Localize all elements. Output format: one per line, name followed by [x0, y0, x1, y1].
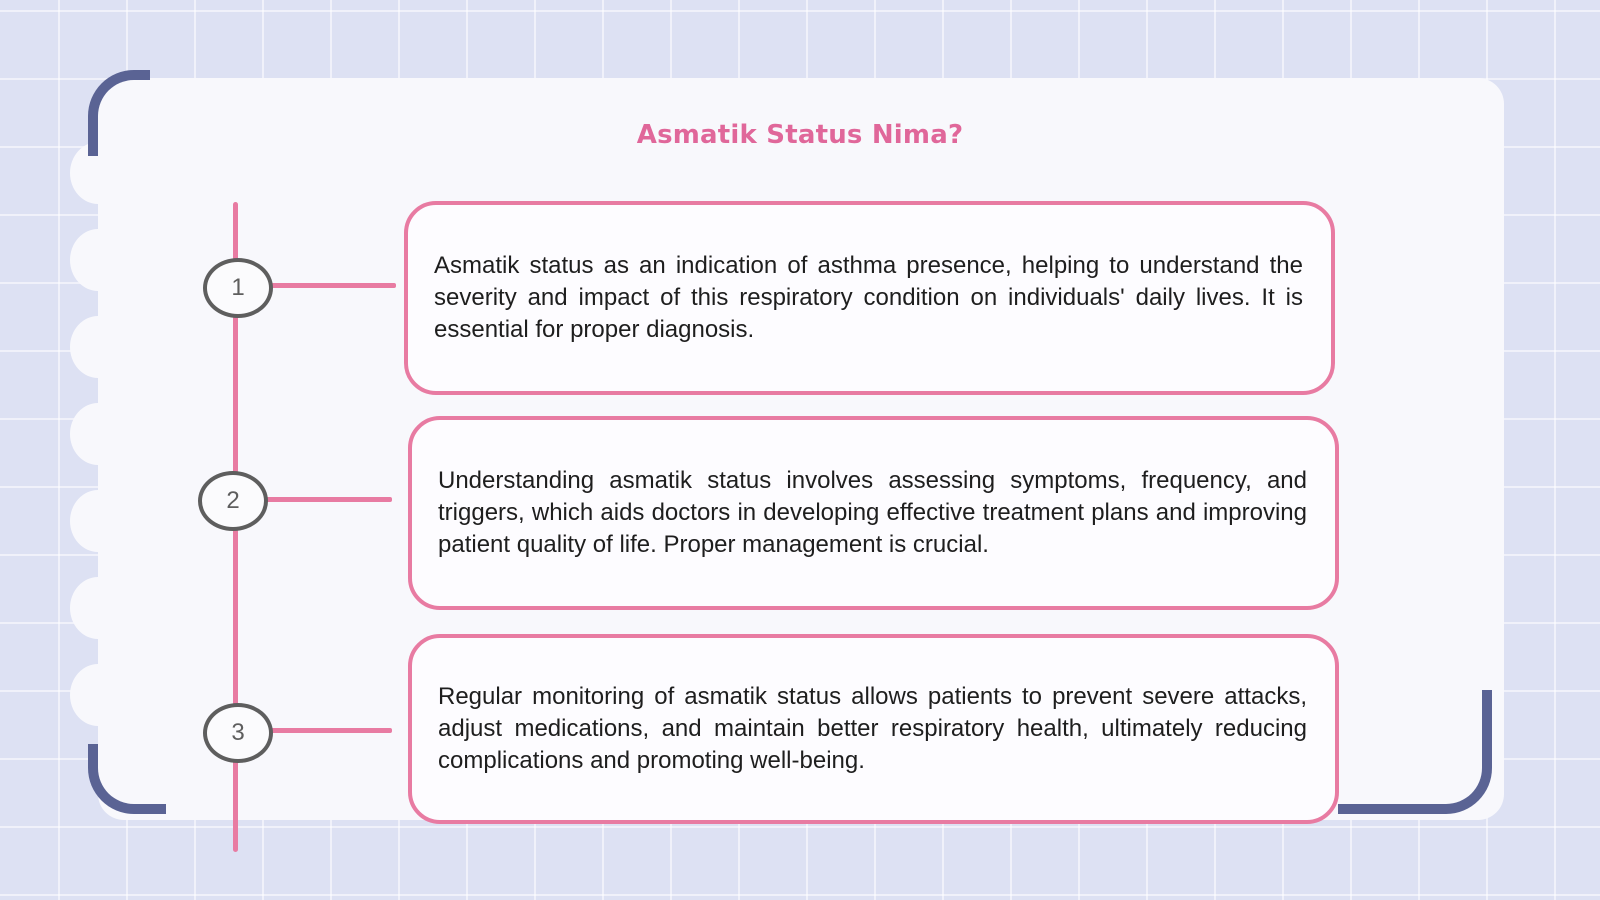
corner-bracket-bottom-right [1338, 690, 1492, 814]
step-number-3: 3 [203, 703, 273, 763]
step-number-1: 1 [203, 258, 273, 318]
step-number-2: 2 [198, 471, 268, 531]
text-box-3 [408, 634, 1339, 824]
connector-line [264, 497, 392, 502]
connector-line [268, 283, 396, 288]
text-box-2-body: Understanding asmatik status involves assessing symptoms, frequency, and triggers, which aids doctors in developing effective treatment plans and improving patient quality of life. Proper management is crucial. [438, 467, 1307, 558]
connector-line [268, 728, 392, 733]
card-edge-bump [70, 316, 126, 378]
card-edge-bump [70, 490, 126, 552]
text-box-2 [408, 416, 1339, 610]
text-box-1 [404, 201, 1335, 395]
card-edge-bump [70, 403, 126, 465]
card-edge-bump [70, 577, 126, 639]
slide-title: Asmatik Status Nima? [636, 120, 964, 150]
card-edge-bump [70, 664, 126, 726]
text-box-3-body: Regular monitoring of asmatik status allows patients to prevent severe attacks, adjust medications, and maintain better respiratory health, ultimately reducing complications and promoting well-being. [438, 683, 1307, 774]
text-box-1-body: Asmatik status as an indication of asthma presence, helping to understand the severity and impact of this respiratory condition on individuals' daily lives. It is essential for proper diagnosis. [434, 252, 1303, 343]
card-edge-bump [70, 229, 126, 291]
